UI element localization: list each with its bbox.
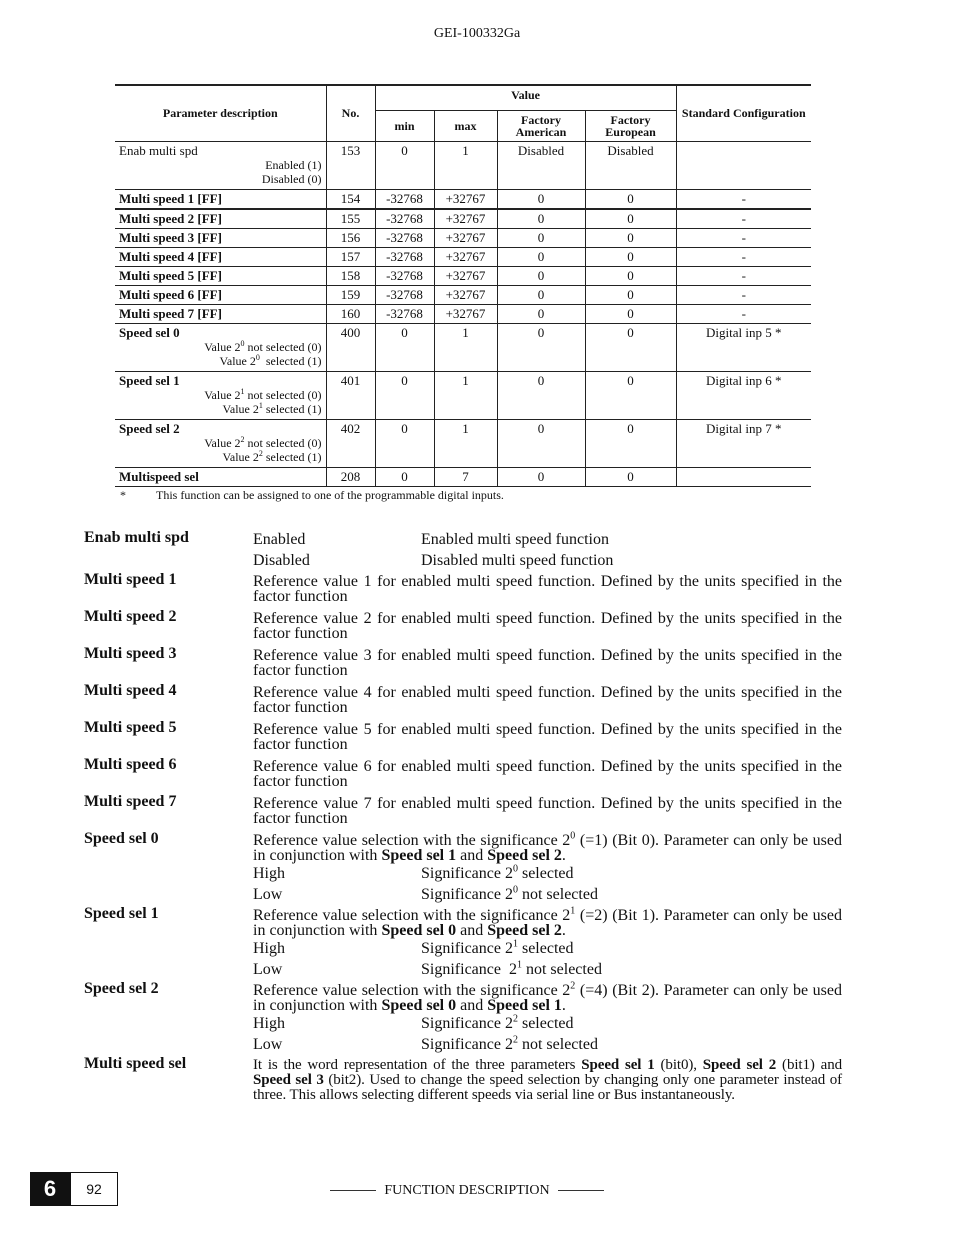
option-row: High Significance $2^0$ selected: [253, 863, 574, 882]
option-row: High Significance $2^1$ selected: [253, 938, 574, 957]
param-factory-american: 0: [497, 324, 585, 372]
param-min: 0: [375, 372, 434, 420]
param-min: 0: [375, 468, 434, 487]
param-factory-american: 0: [497, 248, 585, 267]
document-code: GEI-100332Ga: [433, 26, 521, 41]
param-name: Multi speed 6 [FF]: [119, 287, 222, 302]
param-standard-config: -: [676, 248, 811, 267]
entry-term: Multi speed 5: [84, 719, 177, 736]
param-factory-european: 0: [585, 372, 676, 420]
param-number: 159: [326, 286, 375, 305]
divider: [330, 1190, 376, 1191]
table-row: [115, 267, 811, 286]
param-number: 208: [326, 468, 375, 487]
parameter-descriptions: [84, 529, 842, 1103]
param-factory-american: 0: [497, 305, 585, 324]
header-parameter-description: Parameter description: [115, 85, 326, 142]
table-row: [115, 468, 811, 487]
param-number: 402: [326, 420, 375, 468]
param-max: +32767: [434, 190, 497, 210]
param-factory-european: 0: [585, 248, 676, 267]
param-max: 1: [434, 420, 497, 468]
header-number: No.: [326, 85, 375, 142]
table-row: [115, 420, 811, 468]
param-name: Multi speed 2 [FF]: [119, 211, 222, 226]
param-option: Value $2^0$ not selected (0): [204, 339, 322, 354]
table-row: [115, 372, 811, 420]
entry-text: Reference value 7 for enabled multi speed function. Defined by the units specified in the factor function: [253, 795, 842, 827]
param-number: 154: [326, 190, 375, 210]
footnote-mark: *: [120, 488, 126, 502]
param-max: 1: [434, 324, 497, 372]
entry-multi-speed: [84, 756, 842, 793]
table-row: [115, 229, 811, 248]
header-standard-configuration: Standard Configuration: [676, 85, 811, 142]
table-row: [115, 286, 811, 305]
option-row: Low Significance $2^0$ not selected: [253, 884, 598, 903]
option-row: Disabled Disabled multi speed function: [253, 552, 614, 569]
entry-term: Multi speed 7: [84, 793, 177, 810]
param-max: +32767: [434, 286, 497, 305]
header-factory-american: Factory American: [497, 111, 585, 142]
param-max: +32767: [434, 248, 497, 267]
param-number: 158: [326, 267, 375, 286]
param-factory-american: 0: [497, 372, 585, 420]
param-factory-european: Disabled: [585, 142, 676, 190]
param-standard-config: Digital inp 6 *: [676, 372, 811, 420]
table-row: [115, 209, 811, 229]
param-factory-american: 0: [497, 468, 585, 487]
param-max: +32767: [434, 229, 497, 248]
entry-text: Reference value 5 for enabled multi speed function. Defined by the units specified in the factor function: [253, 721, 842, 753]
option-row: High Significance $2^2$ selected: [253, 1013, 574, 1032]
param-factory-american: 0: [497, 209, 585, 229]
entry-text: Reference value selection with the significance $2^2$ (=4) (Bit 2). Parameter can only be used in conjunction with Speed sel 0 and Speed sel 1.: [253, 980, 842, 1014]
param-max: 7: [434, 468, 497, 487]
param-factory-american: 0: [497, 190, 585, 210]
param-option: Value $2^2$ not selected (0): [204, 435, 322, 450]
param-number: 160: [326, 305, 375, 324]
header-factory-european: Factory European: [585, 111, 676, 142]
entry-text: It is the word representation of the three parameters Speed sel 1 (bit0), Speed sel 2 (bit1) and Speed sel 3 (bit2). Used to change the speed selection by changing only one parameter instead of three. This allows selecting different speeds via serial line or Bus instantaneously.: [253, 1057, 843, 1103]
param-standard-config: [676, 468, 811, 487]
param-name: Multi speed 7 [FF]: [119, 306, 222, 321]
entry-text: Reference value selection with the significance $2^0$ (=1) (Bit 0). Parameter can only be used in conjunction with Speed sel 1 and Speed sel 2.: [253, 830, 842, 864]
option-row: Enabled Enabled multi speed function: [253, 531, 609, 548]
param-factory-european: 0: [585, 229, 676, 248]
param-standard-config: -: [676, 209, 811, 229]
param-min: -32768: [375, 209, 434, 229]
table-row: [115, 324, 811, 372]
param-number: 157: [326, 248, 375, 267]
param-max: 1: [434, 372, 497, 420]
param-option: Value $2^1$ not selected (0): [204, 387, 322, 402]
table-row: [115, 142, 811, 190]
param-min: 0: [375, 324, 434, 372]
entry-text: Reference value 4 for enabled multi speed function. Defined by the units specified in the factor function: [253, 684, 842, 716]
option-row: Low Significance $2^2$ not selected: [253, 1034, 598, 1053]
param-standard-config: -: [676, 229, 811, 248]
param-factory-european: 0: [585, 190, 676, 210]
entry-term: Speed sel 2: [84, 980, 159, 997]
entry-multi-speed: [84, 645, 842, 682]
param-name: Multi speed 4 [FF]: [119, 249, 222, 264]
entry-multi-speed-sel: [84, 1055, 842, 1103]
entry-term: Speed sel 0: [84, 830, 159, 847]
table-row: [115, 190, 811, 210]
param-factory-european: 0: [585, 305, 676, 324]
entry-term: Multi speed 4: [84, 682, 177, 699]
param-max: 1: [434, 142, 497, 190]
param-factory-european: 0: [585, 267, 676, 286]
param-factory-american: 0: [497, 267, 585, 286]
param-standard-config: Digital inp 5 *: [676, 324, 811, 372]
entry-multi-speed: [84, 793, 842, 830]
entry-speed-sel-1: [84, 905, 842, 980]
table-row: [115, 248, 811, 267]
table-footnote: [120, 488, 504, 503]
param-min: -32768: [375, 248, 434, 267]
param-name: Speed sel 2: [119, 421, 180, 436]
entry-term: Multi speed sel: [84, 1055, 187, 1072]
param-name: Multispeed sel: [119, 469, 199, 484]
table-row: [115, 305, 811, 324]
entry-multi-speed: [84, 608, 842, 645]
param-number: 155: [326, 209, 375, 229]
param-min: -32768: [375, 305, 434, 324]
param-factory-american: 0: [497, 420, 585, 468]
footer-title-text: FUNCTION DESCRIPTION: [384, 1183, 550, 1198]
param-name: Multi speed 5 [FF]: [119, 268, 222, 283]
param-number: 401: [326, 372, 375, 420]
param-option: Value $2^0$ selected (1): [219, 353, 322, 368]
param-standard-config: -: [676, 286, 811, 305]
param-factory-european: 0: [585, 468, 676, 487]
entry-term: Speed sel 1: [84, 905, 159, 922]
entry-multi-speed: [84, 682, 842, 719]
entry-speed-sel-2: [84, 980, 842, 1055]
param-standard-config: [676, 142, 811, 190]
footnote-text: This function can be assigned to one of the programmable digital inputs.: [156, 488, 504, 502]
entry-multi-speed: [84, 719, 842, 756]
param-name: Multi speed 3 [FF]: [119, 230, 222, 245]
param-number: 156: [326, 229, 375, 248]
param-factory-european: 0: [585, 209, 676, 229]
entry-term: Multi speed 6: [84, 756, 177, 773]
chapter-number: 6: [30, 1172, 70, 1206]
entry-term: Multi speed 1: [84, 571, 177, 588]
entry-multi-speed: [84, 571, 842, 608]
param-option: Disabled (0): [261, 172, 322, 186]
divider: [558, 1190, 604, 1191]
entry-text: Reference value 3 for enabled multi speed function. Defined by the units specified in the factor function: [253, 647, 842, 679]
param-factory-european: 0: [585, 420, 676, 468]
param-min: -32768: [375, 286, 434, 305]
param-standard-config: Digital inp 7 *: [676, 420, 811, 468]
param-min: 0: [375, 420, 434, 468]
page-number: 92: [70, 1172, 118, 1206]
parameter-table: [115, 84, 811, 487]
param-factory-american: Disabled: [497, 142, 585, 190]
entry-text: Reference value 2 for enabled multi speed function. Defined by the units specified in the factor function: [253, 610, 842, 642]
entry-term: Multi speed 2: [84, 608, 177, 625]
param-name: Speed sel 0: [119, 325, 180, 340]
entry-term: Multi speed 3: [84, 645, 177, 662]
entry-enab-multi-spd: [84, 529, 842, 571]
param-min: -32768: [375, 229, 434, 248]
header-max: max: [434, 111, 497, 142]
param-max: +32767: [434, 305, 497, 324]
entry-text: Reference value 1 for enabled multi speed function. Defined by the units specified in the factor function: [253, 573, 842, 605]
param-number: 400: [326, 324, 375, 372]
option-row: Low Significance $2^1$ not selected: [253, 959, 602, 978]
param-standard-config: -: [676, 267, 811, 286]
entry-term: Enab multi spd: [84, 529, 189, 546]
param-option: Enabled (1): [265, 158, 322, 172]
param-min: -32768: [375, 190, 434, 210]
entry-text: Reference value selection with the significance $2^1$ (=2) (Bit 1). Parameter can only be used in conjunction with Speed sel 0 and Speed sel 2.: [253, 905, 842, 939]
entry-text: Reference value 6 for enabled multi speed function. Defined by the units specified in the factor function: [253, 758, 842, 790]
param-number: 153: [326, 142, 375, 190]
param-factory-american: 0: [497, 229, 585, 248]
param-factory-american: 0: [497, 286, 585, 305]
header-min: min: [375, 111, 434, 142]
param-option: Value $2^2$ selected (1): [222, 449, 322, 464]
footer-title: [0, 1183, 934, 1199]
param-factory-european: 0: [585, 324, 676, 372]
param-name: Speed sel 1: [119, 373, 180, 388]
param-standard-config: -: [676, 305, 811, 324]
param-option: Value $2^1$ selected (1): [222, 401, 322, 416]
param-name: Enab multi spd: [119, 143, 198, 158]
header-value: Value: [375, 85, 676, 111]
param-name: Multi speed 1 [FF]: [119, 191, 222, 206]
param-max: +32767: [434, 209, 497, 229]
param-max: +32767: [434, 267, 497, 286]
param-min: -32768: [375, 267, 434, 286]
param-factory-european: 0: [585, 286, 676, 305]
param-min: 0: [375, 142, 434, 190]
entry-speed-sel-0: [84, 830, 842, 905]
param-standard-config: -: [676, 190, 811, 210]
